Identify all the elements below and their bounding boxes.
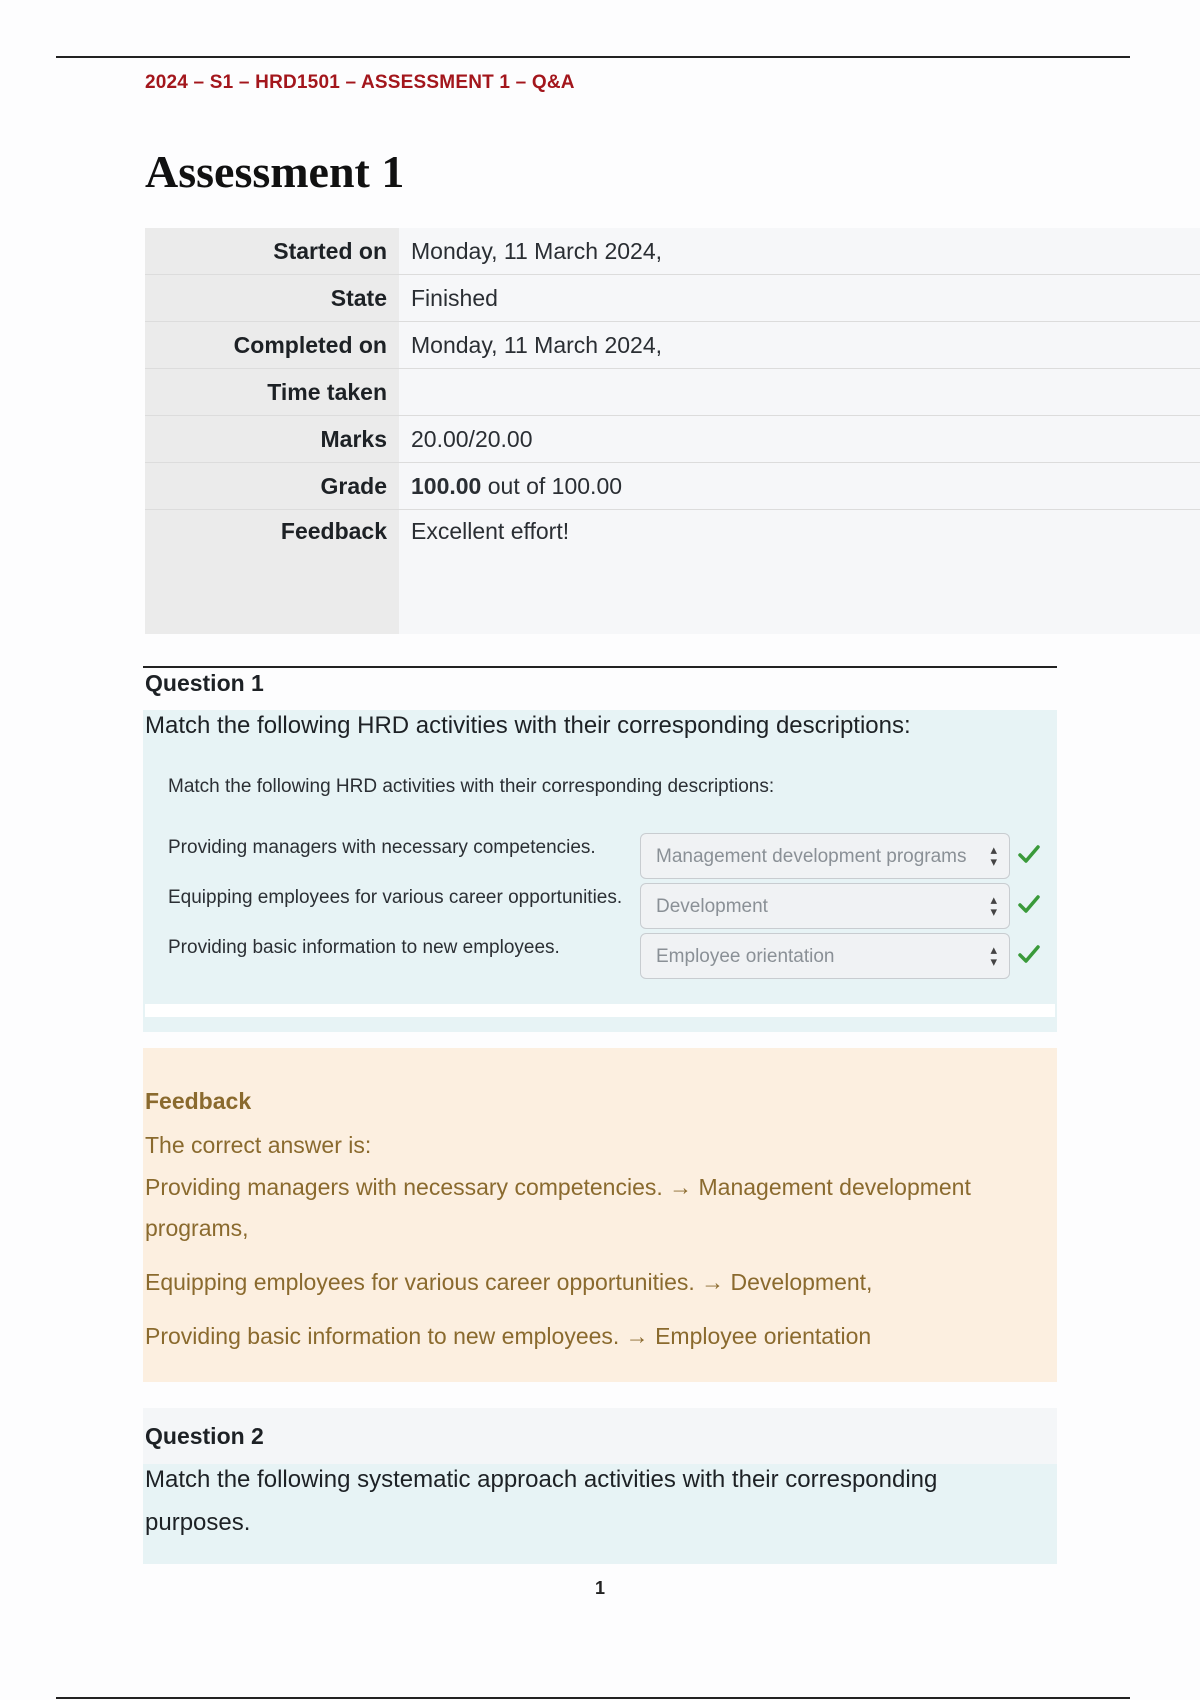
summary-row-grade xyxy=(145,463,1200,510)
summary-label: State xyxy=(145,275,399,322)
summary-row-started xyxy=(145,228,1200,275)
match-stem: Equipping employees for various career opportunities. xyxy=(168,887,623,908)
select-value: Management development programs xyxy=(656,846,967,867)
summary-value: Monday, 11 March 2024, xyxy=(399,228,1200,275)
question-2-header-band xyxy=(143,1408,1057,1464)
grade-value: 100.00 xyxy=(411,472,482,499)
match-row xyxy=(168,833,1048,881)
summary-label: Started on xyxy=(145,228,399,275)
feedback-answer-line: Providing managers with necessary competencies. → Management development programs, xyxy=(145,1174,971,1241)
match-row xyxy=(168,883,1048,931)
match-row xyxy=(168,933,1048,981)
summary-label: Time taken xyxy=(145,369,399,416)
match-stem: Providing basic information to new employees. xyxy=(168,937,560,958)
page-title: Assessment 1 xyxy=(145,146,405,197)
panel-footer-strip xyxy=(145,1004,1055,1017)
summary-value: 20.00/20.00 xyxy=(399,416,1200,463)
summary-value xyxy=(399,369,1200,416)
question-2-heading: Question 2 xyxy=(145,1423,264,1449)
feedback-answer-line: Equipping employees for various career opportunities. → Development, xyxy=(145,1269,873,1295)
question-divider xyxy=(143,666,1057,668)
bottom-rule xyxy=(56,1697,1130,1699)
question-1-heading: Question 1 xyxy=(145,670,264,696)
match-answer-select[interactable] xyxy=(640,933,1010,979)
summary-row-marks xyxy=(145,416,1200,463)
summary-label: Completed on xyxy=(145,322,399,369)
select-value: Employee orientation xyxy=(656,946,835,967)
select-value: Development xyxy=(656,896,768,917)
summary-value xyxy=(399,463,1200,510)
summary-label: Grade xyxy=(145,463,399,510)
document-header: 2024 – S1 – HRD1501 – ASSESSMENT 1 – Q&A xyxy=(145,72,575,93)
feedback-answer-line: Providing basic information to new employees. → Employee orientation xyxy=(145,1323,872,1349)
summary-value: Excellent effort! xyxy=(399,510,1200,635)
top-rule xyxy=(56,56,1130,58)
match-answer-select[interactable] xyxy=(640,833,1010,879)
summary-row-completed xyxy=(145,322,1200,369)
match-stem: Providing managers with necessary competencies. xyxy=(168,837,596,858)
summary-label: Marks xyxy=(145,416,399,463)
summary-row-state xyxy=(145,275,1200,322)
question-1-inner-prompt: Match the following HRD activities with their corresponding descriptions: xyxy=(168,776,775,797)
select-arrows-icon: ▴ ▾ xyxy=(990,892,997,919)
check-icon xyxy=(1016,841,1042,867)
summary-label: Feedback xyxy=(145,510,399,635)
feedback-title: Feedback xyxy=(145,1088,252,1114)
question-1-text: Match the following HRD activities with their corresponding descriptions: xyxy=(145,712,911,739)
check-icon xyxy=(1016,941,1042,967)
select-arrows-icon: ▴ ▾ xyxy=(990,842,997,869)
summary-value: Monday, 11 March 2024, xyxy=(399,322,1200,369)
page-number: 1 xyxy=(594,1578,605,1598)
question-2-text: Match the following systematic approach activities with their corresponding purposes. xyxy=(145,1466,938,1536)
match-answer-select[interactable] xyxy=(640,883,1010,929)
summary-value: Finished xyxy=(399,275,1200,322)
check-icon xyxy=(1016,891,1042,917)
summary-row-time-taken xyxy=(145,369,1200,416)
grade-out-of: out of 100.00 xyxy=(481,472,623,499)
feedback-intro: The correct answer is: xyxy=(145,1132,372,1158)
attempt-summary-table xyxy=(145,228,1200,634)
summary-row-feedback xyxy=(145,510,1200,635)
select-arrows-icon: ▴ ▾ xyxy=(990,942,997,969)
